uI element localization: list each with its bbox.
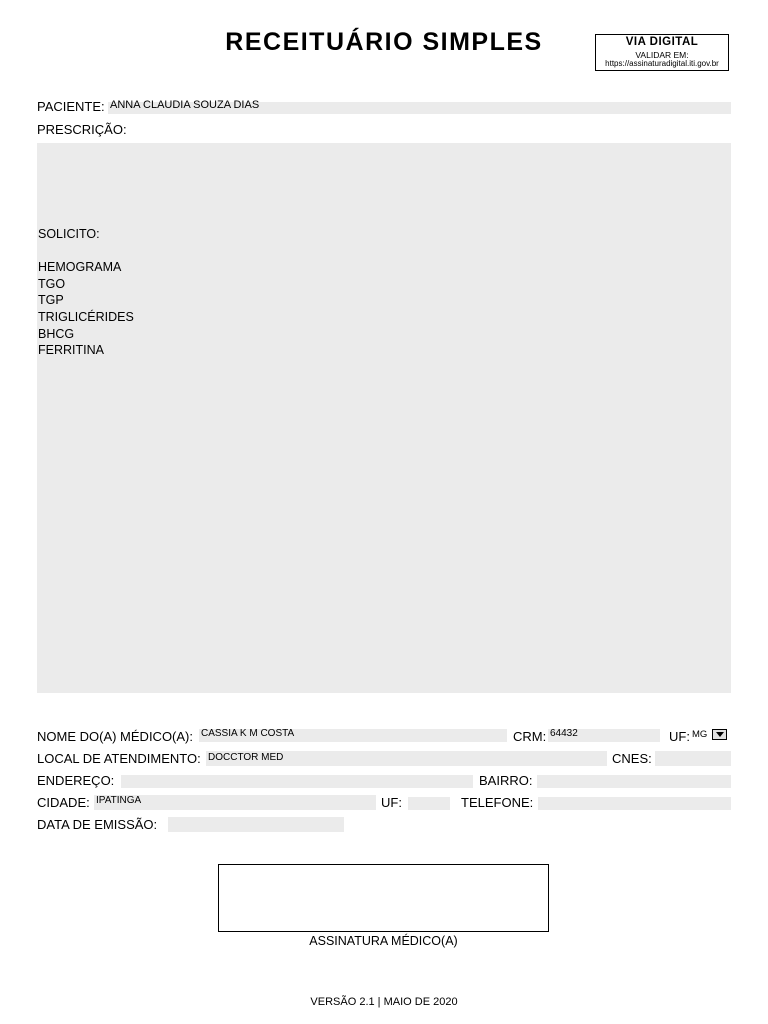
crm-label: CRM: <box>513 729 547 744</box>
uf2-field[interactable] <box>408 797 450 810</box>
endereco-label: ENDEREÇO: <box>37 773 115 788</box>
data-emissao-label: DATA DE EMISSÃO: <box>37 817 158 832</box>
prescription-label: PRESCRIÇÃO: <box>37 122 127 137</box>
patient-field[interactable] <box>108 99 731 114</box>
doctor-name-label: NOME DO(A) MÉDICO(A): <box>37 729 193 744</box>
signature-box[interactable] <box>218 864 549 932</box>
chevron-down-icon[interactable] <box>712 729 727 740</box>
bairro-label: BAIRRO: <box>479 773 533 788</box>
prescription-field[interactable] <box>37 143 731 693</box>
signature-label: ASSINATURA MÉDICO(A) <box>309 934 458 948</box>
local-value: DOCCTOR MED <box>208 752 284 763</box>
prescription-text: SOLICITO: HEMOGRAMA TGO TGP TRIGLICÉRIDES BHCG FERRITINA <box>38 227 134 358</box>
telefone-label: TELEFONE: <box>461 795 534 810</box>
cidade-field[interactable] <box>94 795 376 810</box>
doctor-name-value: CASSIA K M COSTA <box>201 728 295 739</box>
uf-select[interactable] <box>690 729 730 742</box>
data-emissao-field[interactable] <box>168 817 344 832</box>
page-title: RECEITUÁRIO SIMPLES <box>225 28 543 56</box>
local-field[interactable] <box>206 751 607 766</box>
telefone-field[interactable] <box>538 797 731 810</box>
uf-select-value: MG <box>692 729 708 740</box>
digital-validation-box <box>595 34 729 71</box>
digital-box-title: VIA DIGITAL <box>625 36 699 48</box>
uf-label: UF: <box>669 729 690 744</box>
doctor-name-field[interactable] <box>199 729 507 742</box>
bairro-field[interactable] <box>537 775 731 788</box>
cidade-value: IPATINGA <box>96 795 142 806</box>
crm-value: 64432 <box>550 728 578 739</box>
uf2-label: UF: <box>381 795 402 810</box>
local-label: LOCAL DE ATENDIMENTO: <box>37 751 201 766</box>
digital-box-validate-label: VALIDAR EM: <box>635 49 689 60</box>
digital-box-url[interactable]: https://assinaturadigital.iti.gov.br <box>605 59 719 68</box>
patient-value: ANNA CLAUDIA SOUZA DIAS <box>110 99 260 111</box>
cnes-label: CNES: <box>612 751 652 766</box>
cidade-label: CIDADE: <box>37 795 90 810</box>
crm-field[interactable] <box>548 729 660 742</box>
endereco-field[interactable] <box>121 775 473 788</box>
cnes-field[interactable] <box>655 751 731 766</box>
patient-label: PACIENTE: <box>37 99 105 114</box>
footer-version: VERSÃO 2.1 | MAIO DE 2020 <box>310 996 458 1008</box>
